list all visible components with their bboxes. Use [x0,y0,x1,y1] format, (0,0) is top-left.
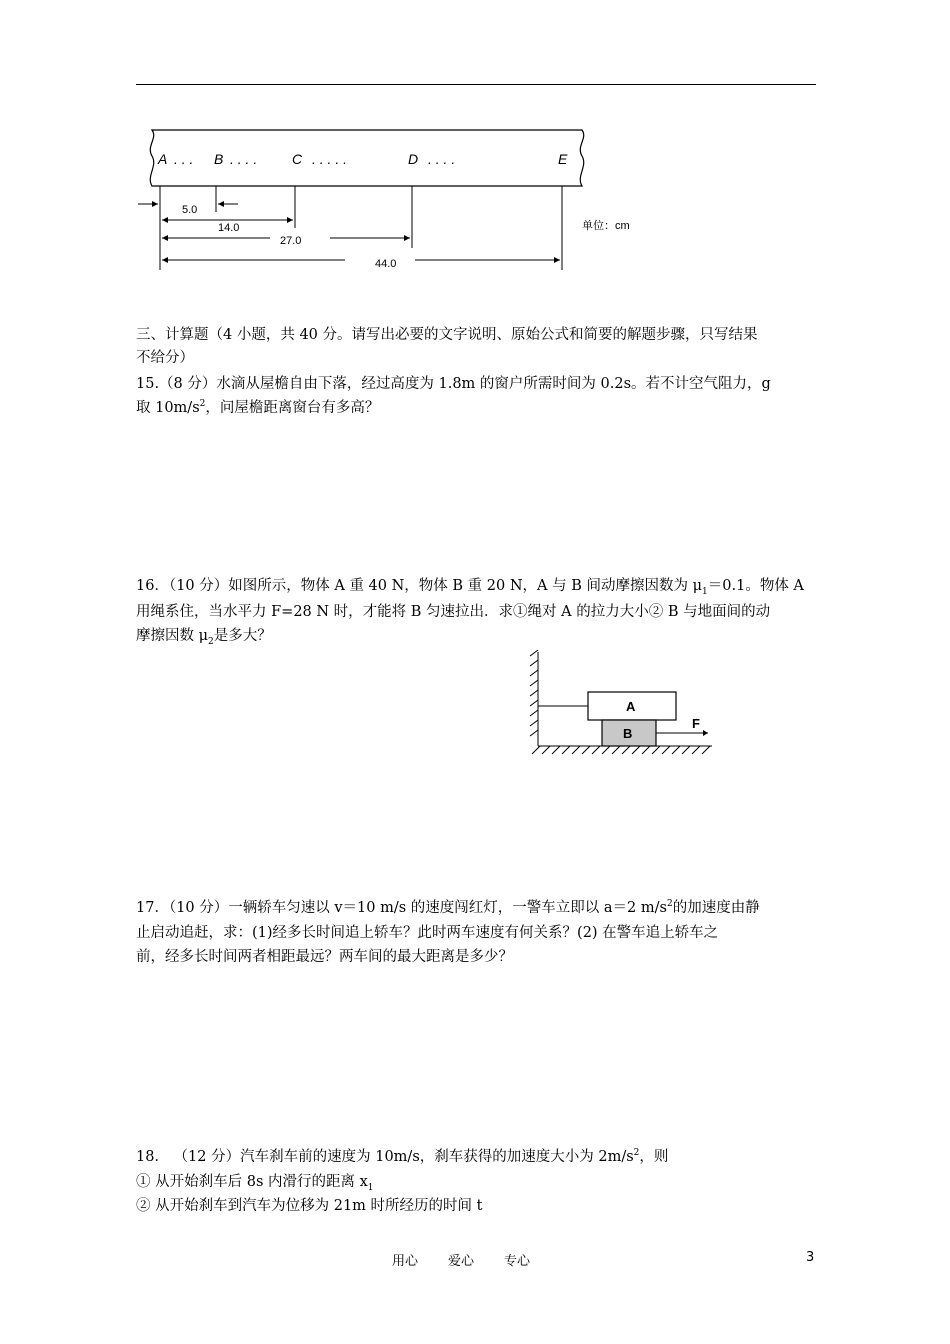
unit-label: 单位：cm [582,220,630,232]
dots-cd: . . . . . [312,151,348,167]
q15-line2 [136,397,379,420]
q18-line2-sub: 1 [367,1182,374,1193]
q16-line3 [136,625,272,648]
block-b-label: B [623,726,633,741]
q15-line2-a: 取 10m/s [136,400,200,416]
q18-line2-a: ① 从开始刹车后 8s 内滑行的距离 x [136,1174,368,1190]
q15-line1: 15.（8 分）水滴从屋檐自由下落，经过高度为 1.8m 的窗户所需时间为 0.2s。若不计空气阻力，g [136,376,771,392]
section3-line2: 不给分） [136,350,194,366]
point-d: D [408,151,419,167]
q16-line1-sub: 1 [702,586,708,597]
dots-bc: . . . . [230,151,258,167]
q18-line1-sup: 2 [633,1148,640,1159]
distance-label-5: 5.0 [182,204,198,216]
force-label: F [692,716,700,731]
footer-motto-3: 专心 [504,1254,531,1269]
page-number: 3 [806,1250,815,1265]
q16-line1-b: ＝0.1。物体 A [707,578,804,594]
q18-line1-a: 18． （12 分）汽车刹车前的速度为 10m/s，刹车获得的加速度大小为 2m/s [136,1149,634,1165]
point-e: E [558,151,568,167]
q16-line3-a: 摩擦因数 μ [136,628,209,644]
q16-line1 [136,575,804,598]
blocks-figure [522,648,722,760]
q17-line2: 止启动追赶，求：(1)经多长时间追上轿车？此时两车速度有何关系？(2) 在警车追上轿车之 [136,925,719,941]
footer-motto-1: 用心 [392,1254,419,1269]
q16-line2: 用绳系住，当水平力 F=28 N 时，才能将 B 匀速拉出．求①绳对 A 的拉力大小② B 与地面间的动 [136,604,771,620]
q16-line3-sub: 2 [208,636,214,647]
q18-line1 [136,1146,668,1169]
distance-label-27: 27.0 [280,235,302,247]
distance-label-14: 14.0 [218,222,240,234]
block-a-label: A [626,699,636,714]
footer-motto-2: 爱心 [448,1254,475,1269]
point-c: C [292,151,303,167]
point-b: B [214,151,224,167]
point-a: A [158,151,168,167]
q15-line2-b: ，问屋檐距离窗台有多高？ [205,400,380,416]
q15-line2-sup: 2 [199,399,206,410]
q18-line1-b: ，则 [639,1149,669,1165]
q17-line1-sup: 2 [666,899,673,910]
q18-line2 [136,1171,374,1194]
q16-line1-a: 16．（10 分）如图所示，物体 A 重 40 N，物体 B 重 20 N，A 与 B 间动摩擦因数为 μ [136,578,703,594]
q17-line1-a: 17．（10 分）一辆轿车匀速以 v＝10 m/s 的速度闯红灯，一警车立即以 a＝2 m/s [136,900,667,916]
dots-ab: . . . [174,151,194,167]
section3-line1: 三、计算题（4 小题，共 40 分。请写出必要的文字说明、原始公式和简要的解题步骤，只写结果 [136,327,758,343]
dots-de: . . . . [428,151,456,167]
q17-line1-b: 的加速度由静 [672,900,760,916]
q17-line3: 前，经多长时间两者相距最远？两车间的最大距离是多少？ [136,949,513,965]
tape-figure [130,120,650,280]
q18-line3: ② 从开始刹车到汽车为位移为 21m 时所经历的时间 t [136,1198,483,1214]
distance-label-44: 44.0 [375,258,397,270]
q16-line3-b: 是多大？ [213,628,272,644]
header-rule [136,84,816,85]
q17-line1 [136,897,760,920]
